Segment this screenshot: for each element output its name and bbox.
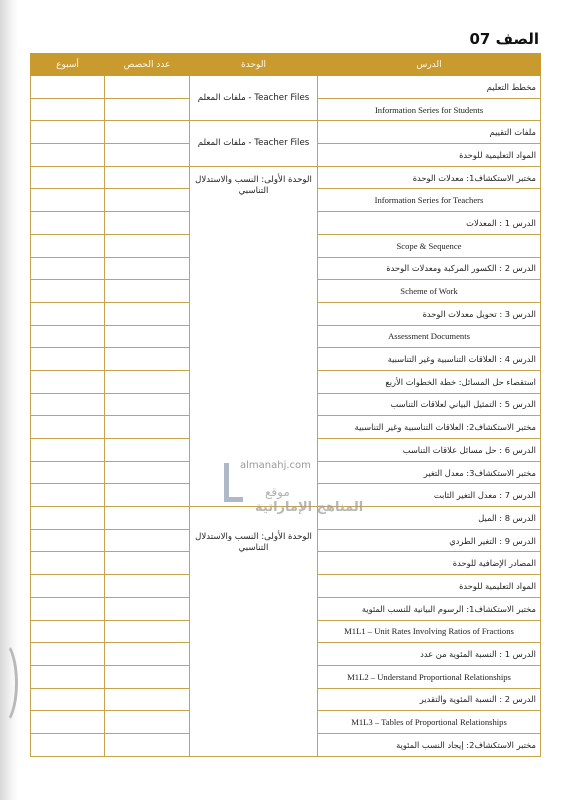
week-cell[interactable]	[31, 552, 105, 575]
periods-cell[interactable]	[105, 393, 190, 416]
periods-cell[interactable]	[105, 620, 190, 643]
periods-cell[interactable]	[105, 507, 190, 530]
week-cell[interactable]	[31, 529, 105, 552]
week-cell[interactable]	[31, 688, 105, 711]
periods-cell[interactable]	[105, 280, 190, 303]
week-cell[interactable]	[31, 166, 105, 189]
lesson-cell: Assessment Documents	[318, 325, 541, 348]
lesson-cell: الدرس 1 : المعدلات	[318, 212, 541, 235]
periods-cell[interactable]	[105, 575, 190, 598]
watermark-line2: المناهج الإماراتية	[255, 500, 364, 515]
header-lesson: الدرس	[318, 54, 541, 76]
lesson-cell: الدرس 7 : معدل التغير الثابت	[318, 484, 541, 507]
periods-cell[interactable]	[105, 643, 190, 666]
unit-cell: Teacher Files - ملفات المعلم	[190, 76, 318, 121]
periods-cell[interactable]	[105, 98, 190, 121]
periods-cell[interactable]	[105, 484, 190, 507]
week-cell[interactable]	[31, 620, 105, 643]
week-cell[interactable]	[31, 643, 105, 666]
periods-cell[interactable]	[105, 348, 190, 371]
week-cell[interactable]	[31, 439, 105, 462]
periods-cell[interactable]	[105, 461, 190, 484]
week-cell[interactable]	[31, 416, 105, 439]
week-cell[interactable]	[31, 348, 105, 371]
week-cell[interactable]	[31, 325, 105, 348]
lesson-cell: مختبر الاستكشاف3: معدل التغير	[318, 461, 541, 484]
periods-cell[interactable]	[105, 257, 190, 280]
periods-cell[interactable]	[105, 370, 190, 393]
unit-cell: الوحدة الأولى: النسب والاستدلال التناسبي	[190, 166, 318, 506]
periods-cell[interactable]	[105, 597, 190, 620]
lesson-cell: الدرس 6 : حل مسائل علاقات التناسب	[318, 439, 541, 462]
watermark-line1: موقع	[265, 485, 290, 499]
header-periods: عدد الحصص	[105, 54, 190, 76]
periods-cell[interactable]	[105, 76, 190, 99]
lesson-cell: مختبر الاستكشاف1: الرسوم البيانية للنسب المئوية	[318, 597, 541, 620]
curriculum-table	[30, 53, 541, 757]
periods-cell[interactable]	[105, 665, 190, 688]
lesson-cell: مختبر الاستكشاف1: معدلات الوحدة	[318, 166, 541, 189]
lesson-cell: الدرس 1 : النسبة المئوية من عدد	[318, 643, 541, 666]
lesson-cell: M1L3 – Tables of Proportional Relationships	[318, 711, 541, 734]
periods-cell[interactable]	[105, 166, 190, 189]
week-cell[interactable]	[31, 575, 105, 598]
lesson-cell: استقصاء حل المسائل: خطة الخطوات الأربع	[318, 370, 541, 393]
periods-cell[interactable]	[105, 121, 190, 144]
periods-cell[interactable]	[105, 439, 190, 462]
week-cell[interactable]	[31, 507, 105, 530]
lesson-cell: الدرس 5 : التمثيل البياني لعلاقات التناسب	[318, 393, 541, 416]
lesson-cell: مختبر الاستكشاف2: العلاقات التناسبية وغير التناسبية	[318, 416, 541, 439]
grade-title: الصف 07	[469, 30, 539, 48]
header-week: أسبوع	[31, 54, 105, 76]
week-cell[interactable]	[31, 234, 105, 257]
week-cell[interactable]	[31, 597, 105, 620]
table-row	[31, 121, 541, 144]
lesson-cell: مخطط التعليم	[318, 76, 541, 99]
periods-cell[interactable]	[105, 234, 190, 257]
week-cell[interactable]	[31, 121, 105, 144]
week-cell[interactable]	[31, 189, 105, 212]
lesson-cell: ملفات التقييم	[318, 121, 541, 144]
header-unit: الوحدة	[190, 54, 318, 76]
week-cell[interactable]	[31, 280, 105, 303]
week-cell[interactable]	[31, 257, 105, 280]
week-cell[interactable]	[31, 665, 105, 688]
periods-cell[interactable]	[105, 733, 190, 756]
lesson-cell: Information Series for Students	[318, 98, 541, 121]
week-cell[interactable]	[31, 461, 105, 484]
week-cell[interactable]	[31, 393, 105, 416]
lesson-cell: المواد التعليمية للوحدة	[318, 144, 541, 167]
lesson-cell: الدرس 3 : تحويل معدلات الوحدة	[318, 302, 541, 325]
lesson-cell: المصادر الإضافية للوحدة	[318, 552, 541, 575]
lesson-cell: M1L2 – Understand Proportional Relationships	[318, 665, 541, 688]
unit-cell: Teacher Files - ملفات المعلم	[190, 121, 318, 166]
unit-cell: الوحدة الأولى: النسب والاستدلال التناسبي	[190, 507, 318, 757]
periods-cell[interactable]	[105, 416, 190, 439]
periods-cell[interactable]	[105, 688, 190, 711]
week-cell[interactable]	[31, 711, 105, 734]
lesson-cell: الدرس 9 : التغير الطردي	[318, 529, 541, 552]
week-cell[interactable]	[31, 212, 105, 235]
periods-cell[interactable]	[105, 144, 190, 167]
week-cell[interactable]	[31, 370, 105, 393]
table-row	[31, 76, 541, 99]
lesson-cell: الدرس 2 : النسبة المئوية والتقدير	[318, 688, 541, 711]
lesson-cell: M1L1 – Unit Rates Involving Ratios of Fractions	[318, 620, 541, 643]
periods-cell[interactable]	[105, 325, 190, 348]
week-cell[interactable]	[31, 484, 105, 507]
lesson-cell: مختبر الاستكشاف2: إيجاد النسب المئوية	[318, 733, 541, 756]
periods-cell[interactable]	[105, 212, 190, 235]
periods-cell[interactable]	[105, 302, 190, 325]
watermark-url: almanahj.com	[240, 460, 311, 471]
lesson-cell: الدرس 2 : الكسور المركبة ومعدلات الوحدة	[318, 257, 541, 280]
week-cell[interactable]	[31, 144, 105, 167]
lesson-cell: Scope & Sequence	[318, 234, 541, 257]
periods-cell[interactable]	[105, 552, 190, 575]
lesson-cell: الدرس 4 : العلاقات التناسبية وغير التناسبية	[318, 348, 541, 371]
lesson-cell: المواد التعليمية للوحدة	[318, 575, 541, 598]
periods-cell[interactable]	[105, 189, 190, 212]
lesson-cell: الدرس 8 : الميل	[318, 507, 541, 530]
lesson-cell: Scheme of Work	[318, 280, 541, 303]
periods-cell[interactable]	[105, 529, 190, 552]
week-cell[interactable]	[31, 733, 105, 756]
lesson-cell: Information Series for Teachers	[318, 189, 541, 212]
week-cell[interactable]	[31, 302, 105, 325]
periods-cell[interactable]	[105, 711, 190, 734]
table-row	[31, 166, 541, 189]
week-cell[interactable]	[31, 76, 105, 99]
table-header-row	[31, 54, 541, 76]
week-cell[interactable]	[31, 98, 105, 121]
